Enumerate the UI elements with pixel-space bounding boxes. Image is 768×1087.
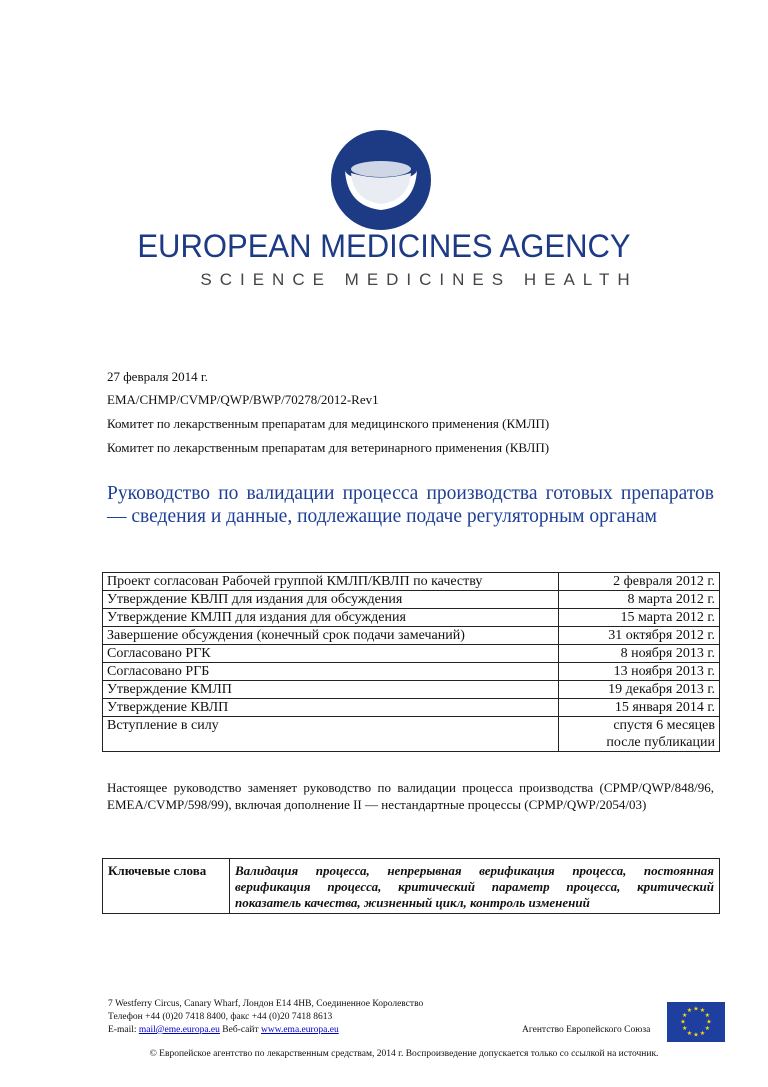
timeline-event: Вступление в силу — [103, 717, 559, 752]
logo-subtitle: SCIENCE MEDICINES HEALTH — [200, 270, 638, 289]
table-row — [103, 609, 720, 627]
website-link[interactable]: www.ema.europa.eu — [261, 1025, 339, 1035]
timeline-date: 2 февраля 2012 г. — [559, 573, 720, 591]
svg-text:★: ★ — [699, 1029, 706, 1037]
email-link[interactable]: mail@eme.europa.eu — [138, 1025, 220, 1035]
timeline-event: Проект согласован Рабочей группой КМЛП/КВЛП по качеству — [103, 573, 559, 591]
timeline-event: Утверждение КВЛП — [103, 699, 559, 717]
table-row — [103, 645, 720, 663]
timeline-date-line2: после публикации — [606, 735, 715, 750]
svg-text:★: ★ — [682, 1025, 688, 1032]
document-date: 27 февраля 2014 г. — [107, 369, 209, 384]
svg-text:★: ★ — [686, 1029, 693, 1037]
replaces-paragraph: Настоящее руководство заменяет руководство по валидации процесса производства (CPMP/QWP/848/96, EMEA/CVMP/598/99), включая дополнение II — нестандартные процессы (CPMP/QWP/2054/03) — [107, 780, 714, 812]
table-row — [103, 859, 720, 914]
footer-phone: Телефон +44 (0)20 7418 8400, факс +44 (0)20 7418 8613 — [108, 1012, 333, 1022]
table-row — [103, 699, 720, 717]
timeline-date: 19 декабря 2013 г. — [559, 681, 720, 699]
timeline-date: 31 октября 2012 г. — [559, 627, 720, 645]
agency-eu-label: Агентство Европейского Союза — [522, 1025, 651, 1035]
timeline-date — [559, 717, 720, 752]
logo-title: EUROPEAN MEDICINES AGENCY — [137, 228, 631, 264]
timeline-event: Утверждение КМЛП — [103, 681, 559, 699]
svg-text:★: ★ — [693, 1031, 699, 1039]
email-label: E-mail: — [108, 1025, 139, 1035]
copyright-notice: © Европейское агентство по лекарственным средствам, 2014 г. Воспроизведение допускается только со ссылкой на источник. — [149, 1049, 659, 1059]
table-row — [103, 591, 720, 609]
timeline-date: 13 ноября 2013 г. — [559, 663, 720, 681]
timeline-date: 8 марта 2012 г. — [559, 591, 720, 609]
document-reference: EMA/CHMP/CVMP/QWP/BWP/70278/2012-Rev1 — [107, 392, 379, 407]
timeline-date: 15 января 2014 г. — [559, 699, 720, 717]
ema-logo — [0, 120, 768, 300]
timeline-event: Согласовано РГБ — [103, 663, 559, 681]
committee-vet: Комитет по лекарственным препаратам для ветеринарного применения (КВЛП) — [107, 440, 550, 455]
table-row — [103, 573, 720, 591]
keywords-table — [102, 858, 720, 914]
web-label: Веб-сайт — [219, 1025, 261, 1035]
timeline-event: Согласовано РГК — [103, 645, 559, 663]
timeline-date: 8 ноября 2013 г. — [559, 645, 720, 663]
footer-address: 7 Westferry Circus, Canary Wharf, Лондон E14 4HB, Соединенное Королевство — [108, 999, 424, 1009]
committee-human: Комитет по лекарственным препаратам для медицинского применения (КМЛП) — [107, 416, 550, 431]
svg-text:★: ★ — [682, 1012, 688, 1019]
table-row — [103, 627, 720, 645]
svg-text:★: ★ — [706, 1018, 712, 1026]
keywords-value: Валидация процесса, непрерывная верификация процесса, постоянная верификация процесса, критический параметр процесса, критический показатель качества, жизненный цикл, контроль изменений — [230, 859, 720, 914]
timeline-event: Завершение обсуждения (конечный срок подачи замечаний) — [103, 627, 559, 645]
timeline-date-line1: спустя 6 месяцев — [613, 718, 715, 733]
eu-flag-icon — [667, 1002, 725, 1042]
timeline-date: 15 марта 2012 г. — [559, 609, 720, 627]
document-title: Руководство по валидации процесса производства готовых препаратов — сведения и данные, подлежащие подаче регуляторным органам — [107, 483, 714, 527]
svg-text:★: ★ — [704, 1012, 710, 1019]
table-row — [103, 681, 720, 699]
svg-text:★: ★ — [686, 1007, 693, 1015]
keywords-label: Ключевые слова — [103, 859, 230, 914]
svg-text:★: ★ — [704, 1025, 710, 1032]
timeline-event: Утверждение КВЛП для издания для обсуждения — [103, 591, 559, 609]
timeline-event: Утверждение КМЛП для издания для обсуждения — [103, 609, 559, 627]
timeline-table — [102, 572, 720, 752]
ema-emblem-icon — [331, 130, 431, 230]
svg-text:★: ★ — [680, 1018, 686, 1026]
svg-text:★: ★ — [699, 1007, 706, 1015]
svg-text:★: ★ — [693, 1005, 699, 1013]
table-row — [103, 717, 720, 752]
table-row — [103, 663, 720, 681]
